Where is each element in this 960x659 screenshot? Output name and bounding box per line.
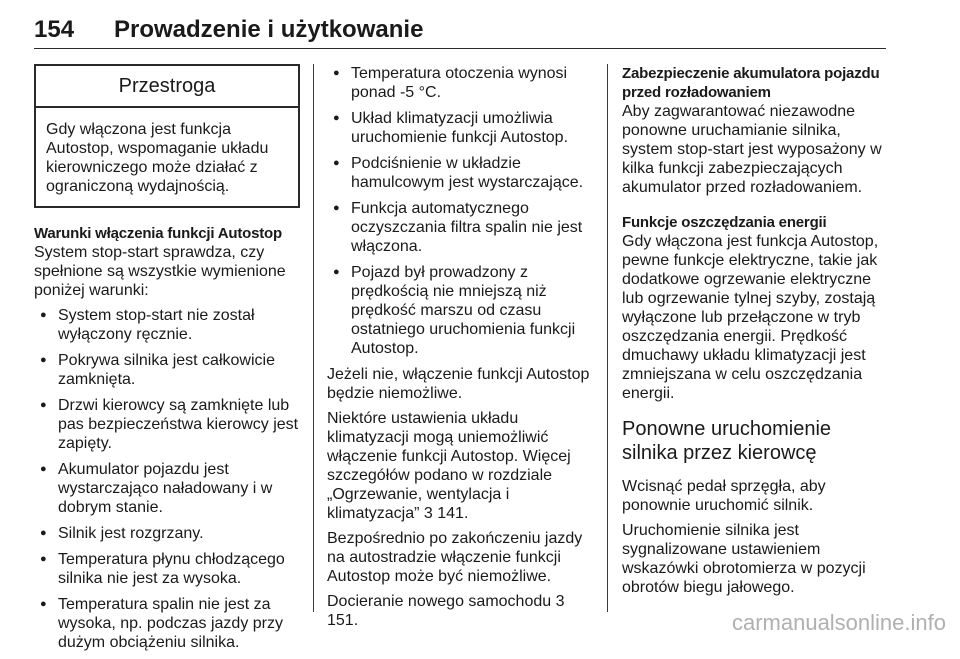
list-item: ● Funkcja automatycznego oczyszczania filtra spalin nie jest włączona. (327, 199, 592, 256)
column-middle (327, 64, 592, 636)
list-item: ● Drzwi kierowcy są zamknięte lub pas bezpieczeństwa kierowcy jest zapięty. (34, 396, 300, 453)
list-item: ● Akumulator pojazdu jest wystarczająco naładowany i w dobrym stanie. (34, 460, 300, 517)
column-right (622, 64, 888, 603)
paragraph: Gdy włączona jest funkcja Autostop, pewne funkcje elektryczne, takie jak dodatkowe ogrzewanie elektryczne lub ogrzewanie tylnej szyby, zostają wyłączone lub przełączone w tryb oszczędzania energii. Prędkość dmuchawy układu klimatyzacji jest zmniejszana w celu oszczędzania energii. (622, 233, 879, 402)
caution-title: Przestroga (36, 66, 298, 108)
page-number: 154 (34, 16, 75, 43)
caution-box (34, 64, 300, 208)
paragraph: Jeżeli nie, włączenie funkcji Autostop będzie niemożliwe. (327, 366, 590, 402)
paragraph-intro: System stop-start sprawdza, czy spełnione są wszystkie wymienione poniżej warunki: (34, 244, 286, 299)
paragraph: Docieranie nowego samochodu 3 151. (327, 593, 565, 629)
column-divider (313, 64, 314, 612)
page-title: Prowadzenie i użytkowanie (114, 16, 424, 43)
section-heading-energy-saving: Funkcje oszczędzania energii (622, 214, 827, 231)
list-item: ● Temperatura otoczenia wynosi ponad -5 °C. (327, 64, 592, 102)
column-left (34, 64, 300, 659)
list-item: ● Temperatura spalin nie jest za wysoka, np. podczas jazdy przy dużym obciążeniu silnika. (34, 595, 300, 652)
column-divider (607, 64, 608, 612)
list-item: ● Podciśnienie w układzie hamulcowym jest wystarczające. (327, 154, 592, 192)
paragraph: Niektóre ustawienia układu klimatyzacji mogą uniemożliwić włączenie funkcji Autostop. Więcej szczegółów podano w rozdziale „Ogrzewanie, wentylacja i klimatyzacja” 3 141. (327, 410, 571, 522)
section-heading-battery-protection: Zabezpieczenie akumulatora pojazdu przed rozładowaniem (622, 65, 880, 101)
list-item: ● Silnik jest rozgrzany. (34, 524, 300, 543)
paragraph: Aby zagwarantować niezawodne ponowne uruchamianie silnika, system stop-start jest wyposażony w kilka funkcji zabezpieczających akumulator przed rozładowaniem. (622, 103, 882, 196)
conditions-list-continued (327, 64, 592, 358)
list-item: ● System stop-start nie został wyłączony ręcznie. (34, 306, 300, 344)
conditions-list (34, 306, 300, 652)
section-heading-autostop-conditions: Warunki włączenia funkcji Autostop (34, 225, 282, 242)
section-heading-restart: Ponowne uruchomienie silnika przez kierowcę (622, 418, 832, 464)
paragraph: Bezpośrednio po zakończeniu jazdy na autostradzie włączenie funkcji Autostop może być niemożliwe. (327, 530, 583, 585)
page-header (34, 14, 886, 49)
caution-body: Gdy włączona jest funkcja Autostop, wspomaganie układu kierowniczego może działać z ograniczoną wydajnością. (46, 121, 269, 195)
list-item: ● Pojazd był prowadzony z prędkością nie mniejszą niż prędkość marszu od czasu ostatniego uruchomienia funkcji Autostop. (327, 263, 592, 358)
list-item: ● Pokrywa silnika jest całkowicie zamknięta. (34, 351, 300, 389)
watermark: carmanualsonline.info (731, 610, 946, 635)
paragraph: Wcisnąć pedał sprzęgła, aby ponownie uruchomić silnik. (622, 478, 826, 514)
list-item: ● Temperatura płynu chłodzącego silnika nie jest za wysoka. (34, 550, 300, 588)
list-item: ● Układ klimatyzacji umożliwia uruchomienie funkcji Autostop. (327, 109, 592, 147)
paragraph: Uruchomienie silnika jest sygnalizowane ustawieniem wskazówki obrotomierza w pozycji obrotów biegu jałowego. (622, 522, 866, 596)
